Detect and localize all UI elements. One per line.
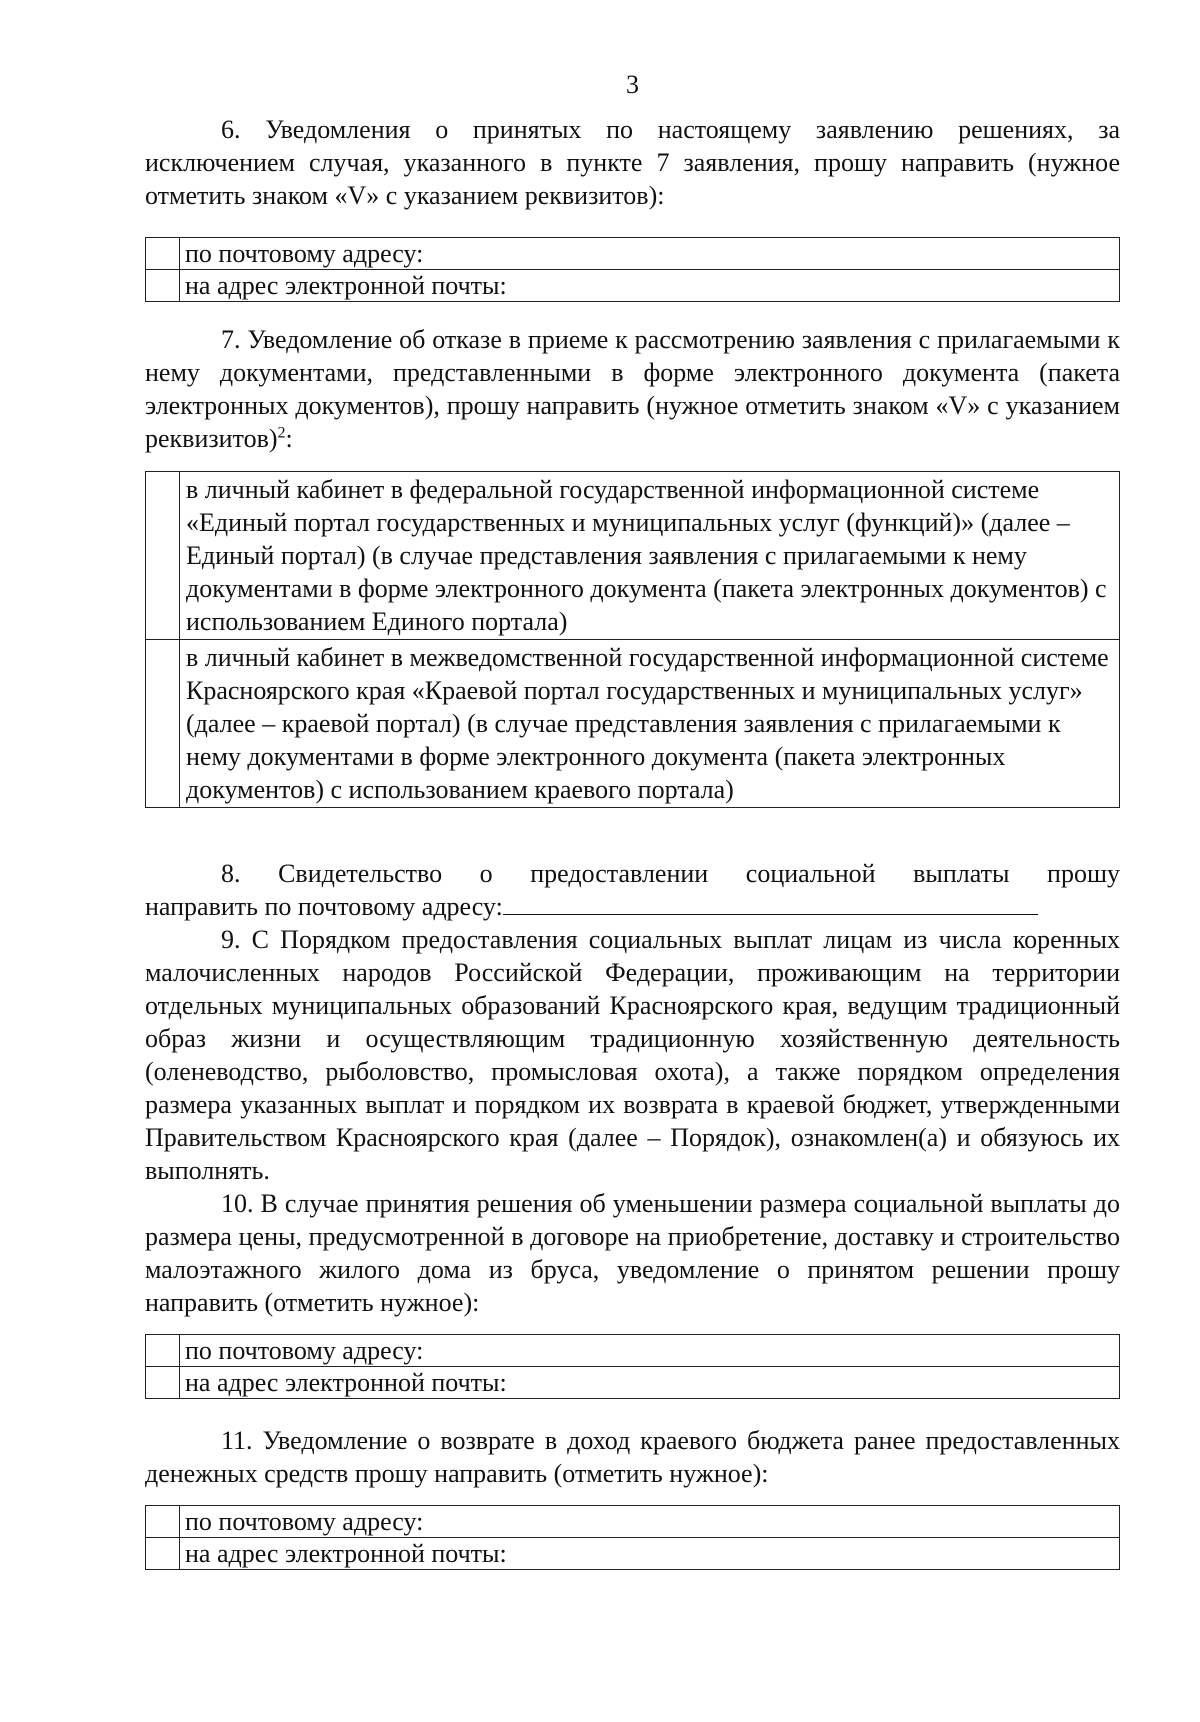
option-label: на адрес электронной почты:: [180, 270, 1120, 302]
postal-address-blank[interactable]: [503, 890, 1038, 915]
option-row: [146, 1367, 1120, 1399]
option-label: на адрес электронной почты:: [180, 1367, 1120, 1399]
option-row: [146, 640, 1120, 808]
checkbox-email[interactable]: [146, 270, 180, 302]
option-label: по почтовому адресу:: [180, 238, 1120, 270]
item-6-paragraph: 6. Уведомления о принятых по настоящему заявлению решениях, за исключением случая, указанного в пункте 7 заявления, прошу направить (нужное отметить знаком «V» с указанием реквизитов):: [145, 115, 1120, 210]
option-label: по почтовому адресу:: [180, 1506, 1120, 1538]
item-9-paragraph: 9. С Порядком предоставления социальных выплат лицам из числа коренных малочисленных народов Российской Федерации, проживающим на территории отдельных муниципальных образований Красноярского края, ведущим традиционный образ жизни и осуществляющим традиционную хозяйственную деятельность (оленеводство, рыболовство, промысловая охота), а также порядком определения размера указанных выплат и порядком их возврата в краевой бюджет, утвержденными Правительством Красноярского края (далее – Порядок), ознакомлен(а) и обязуюсь их выполнять.: [145, 925, 1120, 1185]
item-6-options-table: [145, 237, 1120, 302]
item-7-text: 7. Уведомление об отказе в приеме к рассмотрению заявления с прилагаемыми к нему документами, представленными в форме электронного документа (пакета электронных документов), прошу направить (нужное отметить знаком «V» с указанием реквизитов): [145, 325, 1120, 453]
option-label: в личный кабинет в межведомственной государственной информационной системе Красноярского края «Краевой портал государственных и муниципальных услуг» (далее – краевой портал) (в случае представления заявления с прилагаемыми к нему документами в форме электронного документа (пакета электронных документов) с использованием краевого портала): [180, 640, 1120, 808]
checkbox-postal[interactable]: [146, 238, 180, 270]
page-number: 3: [626, 70, 639, 99]
item-7-tail: :: [285, 424, 293, 453]
item-10-options-table: [145, 1334, 1120, 1399]
item-8-label: направить по почтовому адресу:: [145, 892, 503, 921]
option-row: [146, 270, 1120, 302]
item-10-paragraph: 10. В случае принятия решения об уменьшении размера социальной выплаты до размера цены, предусмотренной в договоре на приобретение, доставку и строительство малоэтажного жилого дома из бруса, уведомление о принятом решении прошу направить (отметить нужное):: [145, 1189, 1120, 1317]
option-label: по почтовому адресу:: [180, 1335, 1120, 1367]
option-row: [146, 1538, 1120, 1570]
checkbox-email[interactable]: [146, 1367, 180, 1399]
checkbox-unified-portal[interactable]: [146, 472, 180, 640]
item-7-paragraph: [145, 323, 1120, 455]
option-label: в личный кабинет в федеральной государственной информационной системе «Единый портал государственных и муниципальных услуг (функций)» (далее – Единый портал) (в случае представления заявления с прилагаемыми к нему документами в форме электронного документа (пакета электронных документов) с использованием Единого портала): [180, 472, 1120, 640]
option-label: на адрес электронной почты:: [180, 1538, 1120, 1570]
checkbox-email[interactable]: [146, 1538, 180, 1570]
item-8-line2: [145, 890, 1120, 923]
checkbox-postal[interactable]: [146, 1335, 180, 1367]
item-7-options-table: [145, 471, 1120, 808]
checkbox-regional-portal[interactable]: [146, 640, 180, 808]
item-8-line1: 8. Свидетельство о предоставлении социальной выплаты прошу: [221, 859, 1120, 888]
footnote-ref: 2: [277, 424, 286, 442]
checkbox-postal[interactable]: [146, 1506, 180, 1538]
option-row: [146, 1506, 1120, 1538]
option-row: [146, 1335, 1120, 1367]
option-row: [146, 472, 1120, 640]
item-11-paragraph: 11. Уведомление о возврате в доход краевого бюджета ранее предоставленных денежных средств прошу направить (отметить нужное):: [145, 1426, 1120, 1488]
item-11-options-table: [145, 1505, 1120, 1570]
option-row: [146, 238, 1120, 270]
